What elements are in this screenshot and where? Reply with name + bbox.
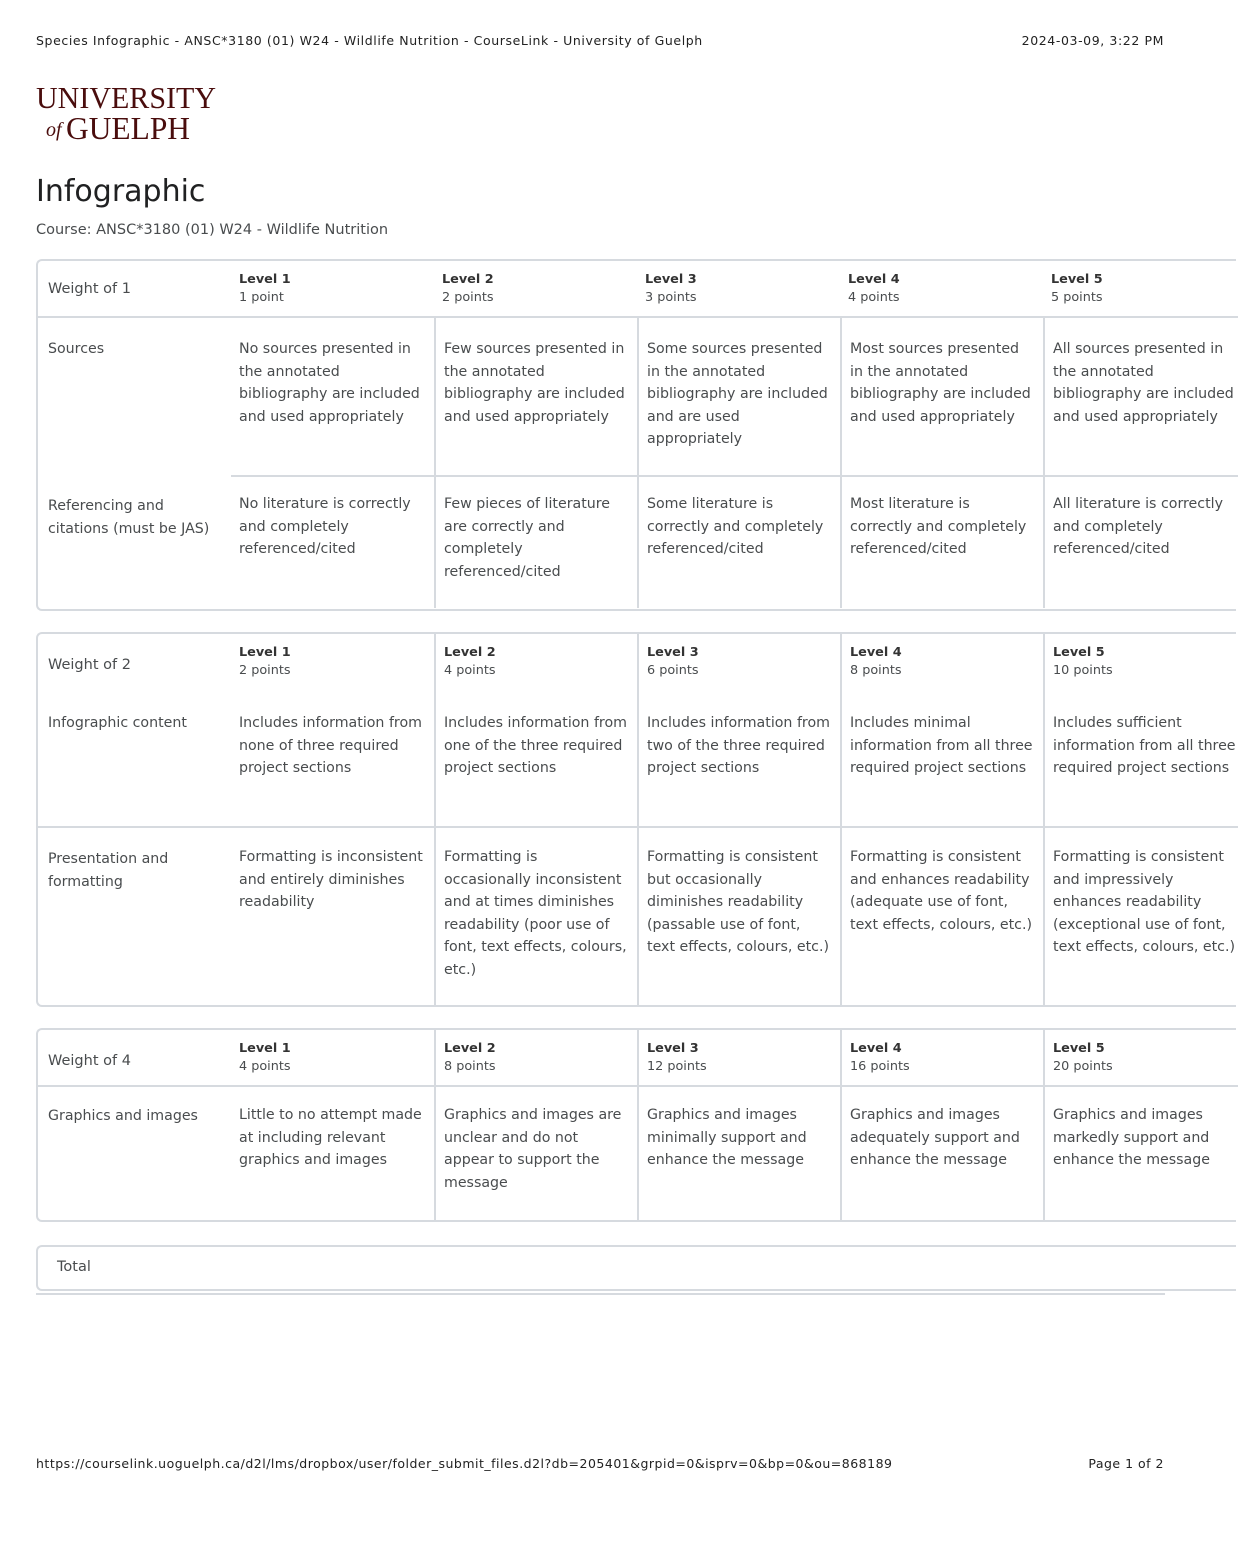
level-header [1043,1030,1246,1085]
divider [36,1293,1165,1295]
level-name: Level 4 [850,645,902,660]
rubric-group-weight-2 [36,632,1236,1007]
course-name: Course: ANSC*3180 (01) W24 - Wildlife Nutrition [36,222,389,238]
level-header [840,1030,1043,1085]
level-name: Level 2 [442,272,494,287]
level-description: Some literature is correctly and completely referenced/cited [637,473,840,608]
level-name: Level 1 [239,645,291,660]
page-number: Page 1 of 2 [1088,1456,1164,1471]
criterion-row [38,1085,1236,1220]
level-points: 4 points [239,1058,291,1074]
rubric-group-weight-1 [36,259,1234,611]
level-description: Few sources presented in the annotated bibliography are included and used appropriately [434,316,637,473]
weight-label: Weight of 2 [48,657,131,673]
criterion-row [38,316,1236,473]
level-description: Formatting is consistent but occasionally diminishes readability (passable use of font, text effects, colours, etc.) [637,826,840,1005]
level-name: Level 2 [444,645,496,660]
rubric-header-row [38,1030,1236,1085]
level-name: Level 3 [647,1041,699,1056]
level-points: 3 points [645,289,697,305]
level-header [637,1030,840,1085]
level-name: Level 5 [1051,272,1103,287]
weight-label: Weight of 4 [48,1053,131,1069]
level-points: 4 points [444,662,496,678]
level-description: Most literature is correctly and completely referenced/cited [840,473,1043,608]
weight-label: Weight of 1 [48,281,131,297]
level-description: Graphics and images markedly support and enhance the message [1043,1085,1246,1220]
criterion-row [38,826,1236,1005]
level-description: Includes sufficient information from all three required project sections [1043,689,1246,826]
level-description: No literature is correctly and completely referenced/cited [239,496,411,558]
print-footer [36,1456,1164,1474]
level-name: Level 1 [239,1041,291,1056]
level-points: 8 points [444,1058,496,1074]
print-footer-url: https://courselink.uoguelph.ca/d2l/lms/dropbox/user/folder_submit_files.d2l?db=205401&grpid=0&isprv=0&bp=0&ou=868189 [36,1456,893,1471]
level-points: 4 points [848,289,900,305]
level-description: All literature is correctly and completely referenced/cited [1043,473,1246,608]
level-name: Level 2 [444,1041,496,1056]
print-header-title: Species Infographic - ANSC*3180 (01) W24 - Wildlife Nutrition - CourseLink - University of Guelph [36,33,703,48]
level-points: 20 points [1053,1058,1113,1074]
criterion-name: Infographic content [48,715,187,731]
criterion-name: Presentation and formatting [48,851,169,890]
print-header-timestamp: 2024-03-09, 3:22 PM [1021,33,1164,48]
level-name: Level 5 [1053,645,1105,660]
level-header [231,634,434,689]
university-logo [36,82,218,144]
level-description: Graphics and images minimally support and enhance the message [637,1085,840,1220]
criterion-name: Referencing and citations (must be JAS) [48,498,210,537]
rubric-header-row [38,634,1236,689]
rubric-group-weight-4 [36,1028,1210,1222]
level-description: Formatting is occasionally inconsistent and at times diminishes readability (poor use of font, text effects, colours, etc.) [434,826,637,1005]
level-header [1043,634,1246,689]
level-description: Includes minimal information from all three required project sections [840,689,1043,826]
level-points: 2 points [442,289,494,305]
level-points: 5 points [1051,289,1103,305]
level-points: 8 points [850,662,902,678]
level-header [231,261,434,316]
criterion-row [38,473,1236,608]
criterion-name: Sources [48,341,105,357]
level-points: 6 points [647,662,699,678]
level-description: Little to no attempt made at including relevant graphics and images [239,1107,422,1169]
level-points: 2 points [239,662,291,678]
level-description: Graphics and images adequately support and enhance the message [840,1085,1043,1220]
level-header [840,261,1043,316]
total-section [36,1245,1165,1297]
level-points: 10 points [1053,662,1113,678]
level-description: Includes information from two of the three required project sections [637,689,840,826]
level-description: No sources presented in the annotated bibliography are included and used appropriately [239,341,420,425]
logo-of: of [46,119,62,141]
print-header [36,33,1164,51]
level-description: Few pieces of literature are correctly and completely referenced/cited [434,473,637,608]
level-name: Level 1 [239,272,291,287]
logo-line1: UNIVERSITY [36,80,216,115]
total-label: Total [36,1245,1236,1291]
logo-line2: GUELPH [66,110,190,146]
level-points: 1 point [239,289,284,305]
level-name: Level 4 [848,272,900,287]
level-description: Most sources presented in the annotated bibliography are included and used appropriately [840,316,1043,473]
level-name: Level 5 [1053,1041,1105,1056]
level-description: Graphics and images are unclear and do not appear to support the message [434,1085,637,1220]
level-description: All sources presented in the annotated bibliography are included and used appropriately [1043,316,1246,473]
level-header [231,1030,434,1085]
level-header [637,261,840,316]
level-header [840,634,1043,689]
level-header [1043,261,1246,316]
page-title: Infographic [36,174,206,209]
criterion-row [38,689,1236,826]
level-description: Includes information from none of three required project sections [239,715,422,777]
level-points: 16 points [850,1058,910,1074]
level-description: Some sources presented in the annotated bibliography are included and are used appropriately [637,316,840,473]
criterion-name: Graphics and images [48,1108,198,1124]
level-header [434,1030,637,1085]
level-name: Level 3 [647,645,699,660]
rubric-header-row [38,261,1236,316]
level-header [434,634,637,689]
level-description: Formatting is consistent and enhances readability (adequate use of font, text effects, colours, etc.) [840,826,1043,1005]
level-header [637,634,840,689]
level-name: Level 4 [850,1041,902,1056]
level-description: Includes information from one of the three required project sections [434,689,637,826]
level-points: 12 points [647,1058,707,1074]
level-description: Formatting is inconsistent and entirely diminishes readability [239,849,423,911]
level-description: Formatting is consistent and impressively enhances readability (exceptional use of font, text effects, colours, etc.) [1043,826,1246,1005]
level-header [434,261,637,316]
level-name: Level 3 [645,272,697,287]
